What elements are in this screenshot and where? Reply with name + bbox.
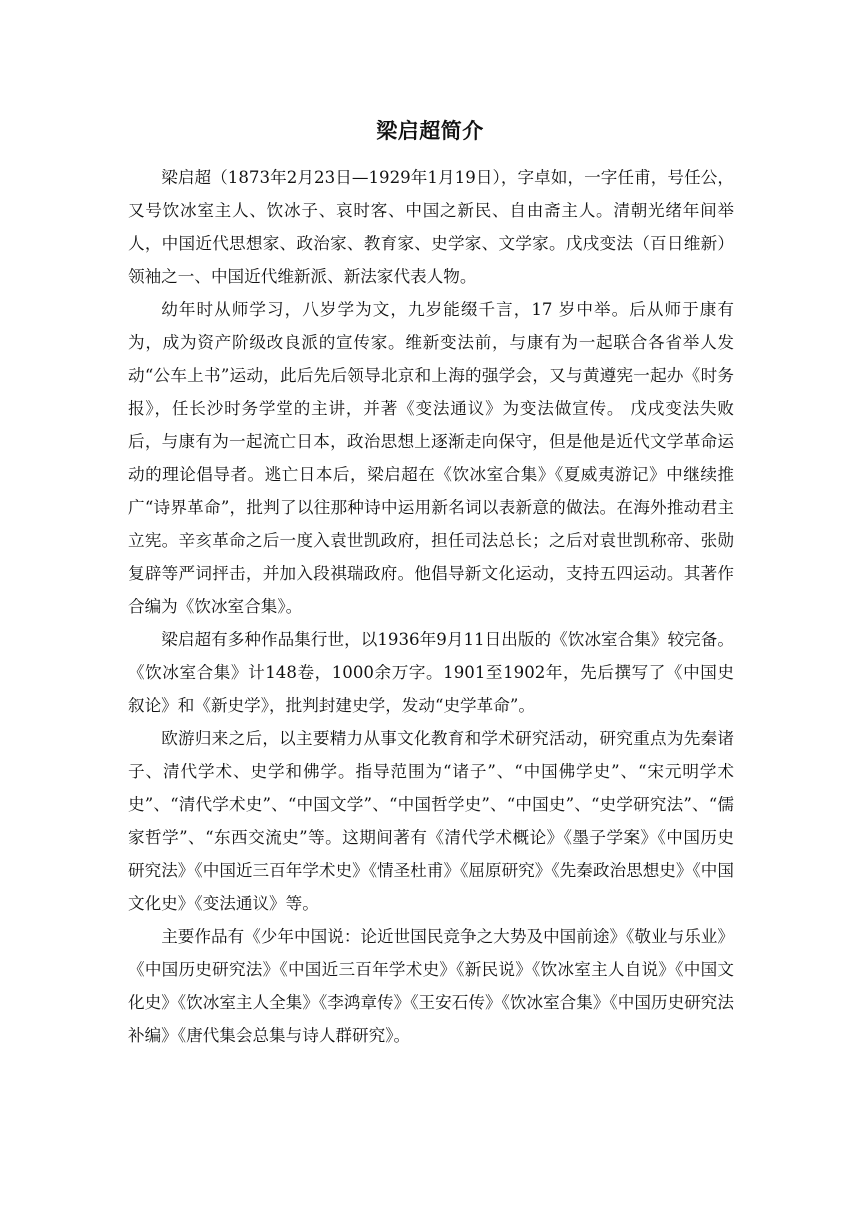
paragraph-intro: 梁启超（1873年2月23日—1929年1月19日），字卓如，一字任甫，号任公，又号饮冰室主人、饮冰子、哀时客、中国之新民、自由斋主人。清朝光绪年间举人，中国近代思想家、政治家、教育家、史学家、文学家。戊戌变法（百日维新）领袖之一、中国近代维新派、新法家代表人物。	[128, 168, 734, 286]
paragraph-collected-works: 梁启超有多种作品集行世，以1936年9月11日出版的《饮冰室合集》较完备。《饮冰室合集》计148卷，1000余万字。1901至1902年，先后撰写了《中国史叙论》和《新史学》，批判封建史学，发动“史学革命”。	[128, 630, 734, 715]
paragraph-major-works: 主要作品有《少年中国说：论近世国民竞争之大势及中国前途》《敬业与乐业》《中国历史研究法》《中国近三百年学术史》《新民说》《饮冰室主人自说》《中国文化史》《饮冰室主人全集》《李鸿章传》《王安石传》《饮冰室合集》《中国历史研究法补编》《唐代集会总集与诗人群研究》。	[128, 927, 734, 1045]
document-body	[128, 161, 734, 1052]
paragraph-early-life: 幼年时从师学习，八岁学为文，九岁能缀千言，17 岁中举。后从师于康有为，成为资产阶级改良派的宣传家。维新变法前，与康有为一起联合各省举人发动“公车上书”运动，此后先后领导北京和上海的强学会，又与黄遵宪一起办《时务报》，任长沙时务学堂的主讲，并著《变法通议》为变法做宣传。 戊戌变法失败后，与康有为一起流亡日本，政治思想上逐渐走向保守，但是他是近代文学革命运动的理论倡导者。逃亡日本后，梁启超在《饮冰室合集》《夏威夷游记》中继续推广“诗界革命”，批判了以往那种诗中运用新名词以表新意的做法。在海外推动君主立宪。辛亥革命之后一度入袁世凯政府，担任司法总长；之后对袁世凯称帝、张勋复辟等严词抨击，并加入段祺瑞政府。他倡导新文化运动，支持五四运动。其著作合编为《饮冰室合集》。	[128, 300, 734, 616]
document-title: 梁启超简介	[376, 119, 484, 143]
paragraph-scholarship: 欧游归来之后，以主要精力从事文化教育和学术研究活动，研究重点为先秦诸子、清代学术、史学和佛学。指导范围为“诸子”、“中国佛学史”、“宋元明学术史”、“清代学术史”、“中国文学”、“中国哲学史”、“中国史”、“史学研究法”、“儒家哲学”、“东西交流史”等。这期间著有《清代学术概论》《墨子学案》《中国历史研究法》《中国近三百年学术史》《情圣杜甫》《屈原研究》《先秦政治思想史》《中国文化史》《变法通议》等。	[128, 729, 735, 913]
